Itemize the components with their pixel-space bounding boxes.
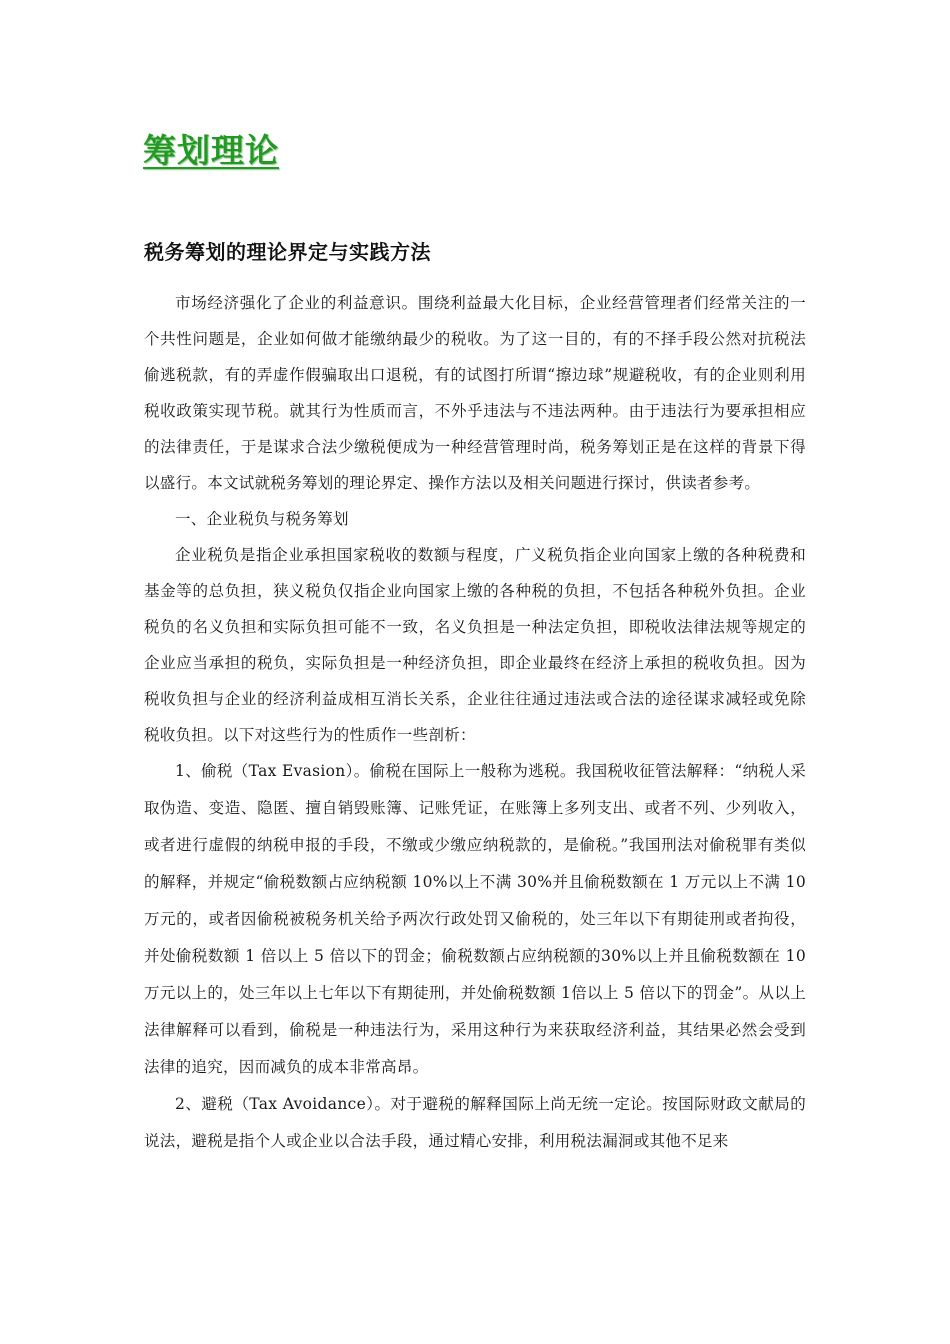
paragraph-tax-evasion: 1、偷税（Tax Evasion）。偷税在国际上一般称为逃税。我国税收征管法解释：“纳税人采取伪造、变造、隐匿、擅自销毁账簿、记账凭证，在账簿上多列支出、或者不列、少列收入，或者进行虚假的纳税申报的手段，不缴或少缴应纳税款的，是偷税。”我国刑法对偷税罪有类似的解释，并规定“偷税数额占应纳税额 10%以上不满 30%并且偷税数额在 1 万元以上不满 10 万元的，或者因偷税被税务机关给予两次行政处罚又偷税的，处三年以下有期徒刑或者拘役，并处偷税数额 1 倍以上 5 倍以下的罚金；偷税数额占应纳税额的30%以上并且偷税数额在 10 万元以上的，处三年以上七年以下有期徒刑，并处偷税数额 1倍以上 5 倍以下的罚金”。从以上法律解释可以看到，偷税是一种违法行为，采用这种行为来获取经济利益，其结果必然会受到法律的追究，因而减负的成本非常高昂。	[144, 762, 806, 1076]
section-heading-1: 一、企业税负与税务筹划	[175, 510, 349, 528]
paragraph-tax-burden: 企业税负是指企业承担国家税收的数额与程度，广义税负指企业向国家上缴的各种税费和基金等的总负担，狭义税负仅指企业向国家上缴的各种税的负担，不包括各种税外负担。企业税负的名义负担和实际负担可能不一致，名义负担是一种法定负担，即税收法律法规等规定的企业应当承担的税负，实际负担是一种经济负担，即企业最终在经济上承担的税收负担。因为税收负担与企业的经济利益成相互消长关系，企业往往通过违法或合法的途径谋求减轻或免除税收负担。以下对这些行为的性质作一些剖析：	[144, 546, 806, 744]
document-title[interactable]: 筹划理论	[143, 131, 279, 170]
document-body	[144, 285, 806, 1160]
paragraph-intro: 市场经济强化了企业的利益意识。围绕利益最大化目标，企业经营管理者们经常关注的一个共性问题是，企业如何做才能缴纳最少的税收。为了这一目的，有的不择手段公然对抗税法偷逃税款，有的弄虚作假骗取出口退税，有的试图打所谓“擦边球”规避税收，有的企业则利用税收政策实现节税。就其行为性质而言，不外乎违法与不违法两种。由于违法行为要承担相应的法律责任，于是谋求合法少缴税便成为一种经营管理时尚，税务筹划正是在这样的背景下得以盛行。本文试就税务筹划的理论界定、操作方法以及相关问题进行探讨，供读者参考。	[144, 294, 806, 492]
paragraph-tax-avoidance: 2、避税（Tax Avoidance）。对于避税的解释国际上尚无统一定论。按国际财政文献局的说法，避税是指个人或企业以合法手段，通过精心安排，利用税法漏洞或其他不足来	[144, 1095, 806, 1150]
document-subtitle: 税务筹划的理论界定与实践方法	[144, 240, 431, 264]
